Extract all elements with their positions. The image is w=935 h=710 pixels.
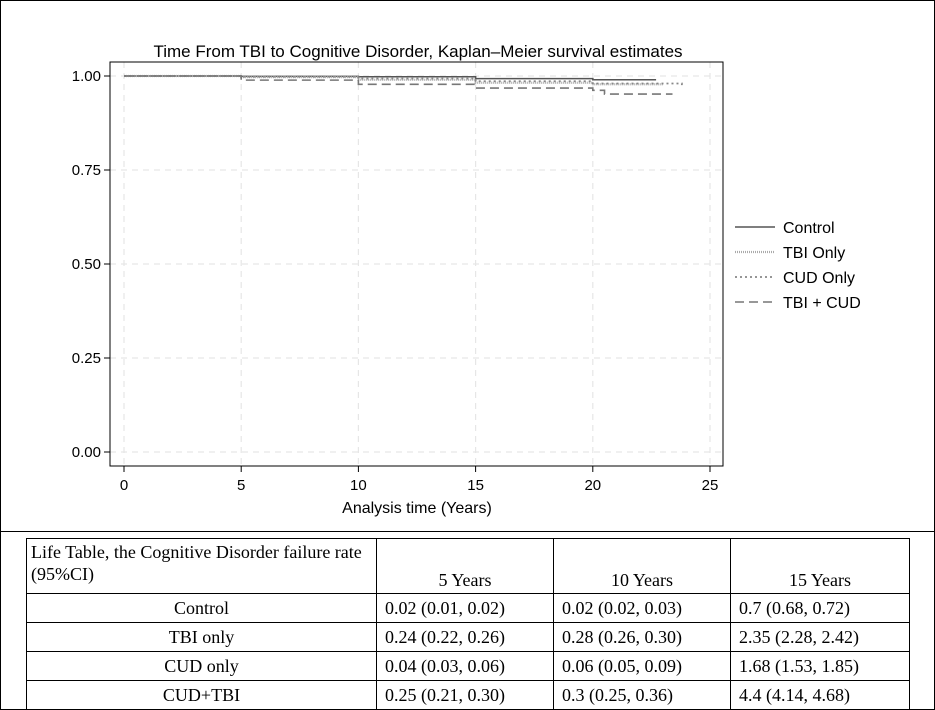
x-tick-label: 25	[701, 477, 719, 494]
legend	[735, 220, 861, 312]
table-row	[27, 594, 910, 623]
table-cell: 0.24 (0.22, 0.26)	[377, 623, 554, 652]
axes	[72, 62, 723, 494]
x-axis-label: Analysis time (Years)	[342, 500, 492, 517]
table-row	[27, 652, 910, 681]
table-row	[27, 681, 910, 710]
table-cell: 0.7 (0.68, 0.72)	[731, 594, 910, 623]
table-cell: 0.06 (0.05, 0.09)	[554, 652, 731, 681]
legend-label: Control	[783, 220, 835, 237]
table-cell: 0.02 (0.01, 0.02)	[377, 594, 554, 623]
table-cell: 0.25 (0.21, 0.30)	[377, 681, 554, 710]
table-cell: 2.35 (2.28, 2.42)	[731, 623, 910, 652]
row-label-tbi-only: TBI only	[27, 623, 377, 652]
x-tick-label: 15	[467, 477, 484, 494]
column-header-10-years: 10 Years	[554, 539, 731, 594]
legend-label: TBI + CUD	[783, 295, 861, 312]
section-divider	[0, 531, 935, 532]
row-label-control: Control	[27, 594, 377, 623]
table-header-row	[27, 539, 910, 594]
y-tick-label: 0.25	[71, 350, 101, 367]
table-cell: 1.68 (1.53, 1.85)	[731, 652, 910, 681]
table-row	[27, 623, 910, 652]
x-tick-label: 10	[350, 477, 367, 494]
column-header-5-years: 5 Years	[377, 539, 554, 594]
y-tick-label: 0.00	[71, 444, 101, 461]
legend-label: TBI Only	[783, 245, 846, 262]
x-tick-label: 0	[119, 477, 129, 494]
row-label-cud-only: CUD only	[27, 652, 377, 681]
chart-title: Time From TBI to Cognitive Disorder, Kaplan–Meier survival estimates	[153, 42, 683, 61]
table-cell: 0.02 (0.02, 0.03)	[554, 594, 731, 623]
legend-label: CUD Only	[783, 270, 856, 287]
y-tick-label: 0.75	[71, 162, 101, 179]
x-tick-label: 5	[237, 477, 246, 494]
x-tick-label: 20	[584, 477, 602, 494]
y-tick-label: 1.00	[71, 68, 101, 85]
table-cell: 0.04 (0.03, 0.06)	[377, 652, 554, 681]
table-title: Life Table, the Cognitive Disorder failure rate (95%CI)	[27, 539, 377, 594]
table-cell: 0.3 (0.25, 0.36)	[554, 681, 731, 710]
life-table	[26, 538, 910, 710]
y-tick-label: 0.50	[71, 256, 101, 273]
table-cell: 0.28 (0.26, 0.30)	[554, 623, 731, 652]
column-header-15-years: 15 Years	[731, 539, 910, 594]
table-cell: 4.4 (4.14, 4.68)	[731, 681, 910, 710]
grid	[110, 62, 723, 466]
series-lines	[124, 76, 682, 94]
row-label-cud-tbi: CUD+TBI	[27, 681, 377, 710]
